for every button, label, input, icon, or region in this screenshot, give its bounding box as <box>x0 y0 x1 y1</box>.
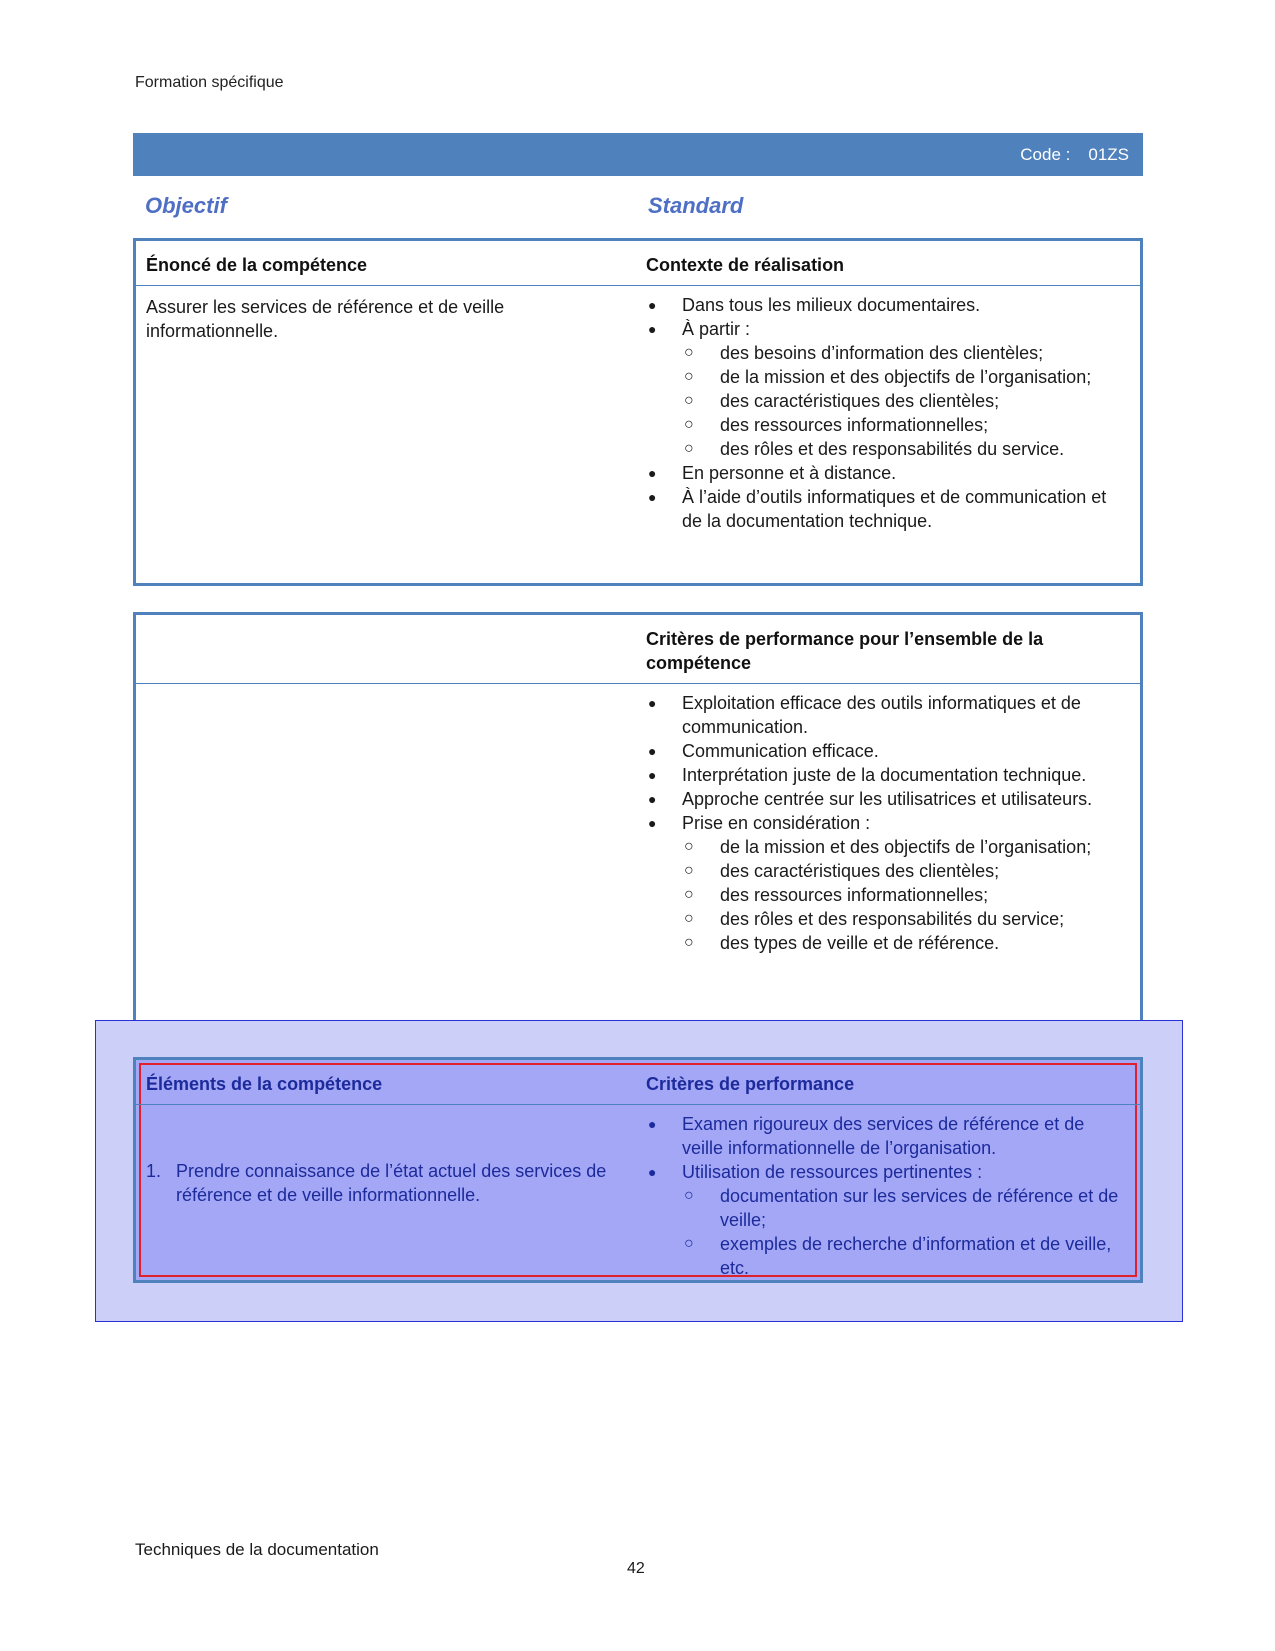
sub-list-item <box>682 389 1126 413</box>
list-item <box>646 763 1126 787</box>
competence-elements-table <box>133 1057 1143 1283</box>
list-item-text: Exploitation efficace des outils informatiques et de communication. <box>682 693 1081 737</box>
circle-bullet-icon: ○ <box>684 934 694 951</box>
sub-list-item-text: des ressources informationnelles; <box>720 415 989 435</box>
list-item <box>646 739 1126 763</box>
code-label: Code : <box>1020 144 1071 164</box>
context-header: Contexte de réalisation <box>646 255 845 275</box>
sub-list <box>682 1184 1126 1280</box>
objectif-label: Objectif <box>145 193 227 218</box>
sub-list-item-text: des besoins d’information des clientèles; <box>720 343 1044 363</box>
sub-list-item-text: des rôles et des responsabilités du service. <box>720 439 1065 459</box>
sub-list <box>682 341 1126 461</box>
footer-program: Techniques de la documentation <box>135 1540 379 1559</box>
list-item <box>646 811 1126 955</box>
sub-list-item <box>682 883 1126 907</box>
list-item <box>646 293 1126 317</box>
sub-list-item <box>682 907 1126 931</box>
list-item-text: Examen rigoureux des services de référence et de veille informationnelle de l’organisation. <box>682 1114 1085 1158</box>
context-list <box>646 293 1126 533</box>
list-item-text: À l’aide d’outils informatiques et de communication et de la documentation technique. <box>682 487 1107 531</box>
code-bar <box>133 133 1143 176</box>
sub-list-item-text: de la mission et des objectifs de l’organisation; <box>720 837 1092 857</box>
list-item-text: Utilisation de ressources pertinentes : <box>682 1162 983 1182</box>
list-item <box>646 485 1126 533</box>
statement-header: Énoncé de la compétence <box>146 255 368 275</box>
list-item <box>646 691 1126 739</box>
list-item-text: Interprétation juste de la documentation technique. <box>682 765 1087 785</box>
sub-list-item <box>682 835 1126 859</box>
list-item-text: Communication efficace. <box>682 741 879 761</box>
bullet-icon: ● <box>648 1116 657 1132</box>
table3-header-row <box>136 1060 1140 1105</box>
circle-bullet-icon: ○ <box>684 910 694 927</box>
sub-list-item <box>682 1232 1126 1280</box>
list-item <box>646 787 1126 811</box>
criteria-overall-header: Critères de performance pour l’ensemble de la compétence <box>646 629 1044 673</box>
sub-list-item-text: des ressources informationnelles; <box>720 885 989 905</box>
circle-bullet-icon: ○ <box>684 838 694 855</box>
element-criteria-list <box>646 1112 1126 1280</box>
sub-list-item <box>682 1184 1126 1232</box>
bullet-icon: ● <box>648 465 657 481</box>
sub-list-item <box>682 859 1126 883</box>
sub-list-item-text: des types de veille et de référence. <box>720 933 1000 953</box>
sub-list-item <box>682 437 1126 461</box>
bullet-icon: ● <box>648 767 657 783</box>
sub-list-item <box>682 413 1126 437</box>
running-header: Formation spécifique <box>135 74 284 91</box>
list-item-text: À partir : <box>682 319 751 339</box>
performance-header: Critères de performance <box>646 1074 855 1094</box>
sub-list-item-text: des rôles et des responsabilités du service; <box>720 909 1065 929</box>
list-item-text: Approche centrée sur les utilisatrices et utilisateurs. <box>682 789 1093 809</box>
overall-criteria-list <box>646 691 1126 955</box>
bullet-icon: ● <box>648 321 657 337</box>
circle-bullet-icon: ○ <box>684 368 694 385</box>
circle-bullet-icon: ○ <box>684 392 694 409</box>
bullet-icon: ● <box>648 743 657 759</box>
table2-header-row <box>136 615 1140 684</box>
elements-header: Éléments de la compétence <box>146 1074 383 1094</box>
sub-list-item-text: des caractéristiques des clientèles; <box>720 391 1000 411</box>
table1-header-row <box>136 241 1140 286</box>
circle-bullet-icon: ○ <box>684 1187 694 1204</box>
bullet-icon: ● <box>648 297 657 313</box>
circle-bullet-icon: ○ <box>684 1235 694 1252</box>
list-item <box>646 1112 1126 1160</box>
standard-label: Standard <box>648 193 744 218</box>
list-item <box>646 1160 1126 1280</box>
sub-list <box>682 835 1126 955</box>
performance-criteria-table <box>133 612 1143 1032</box>
competence-statement: Assurer les services de référence et de veille informationnelle. <box>146 297 505 341</box>
bullet-icon: ● <box>648 695 657 711</box>
circle-bullet-icon: ○ <box>684 440 694 457</box>
sub-list-item <box>682 365 1126 389</box>
circle-bullet-icon: ○ <box>684 416 694 433</box>
list-item-text: En personne et à distance. <box>682 463 897 483</box>
list-item <box>646 317 1126 461</box>
sub-list-item-text: de la mission et des objectifs de l’organisation; <box>720 367 1092 387</box>
sub-list-item-text: des caractéristiques des clientèles; <box>720 861 1000 881</box>
sub-list-item-text: exemples de recherche d’information et de veille, etc. <box>720 1234 1112 1278</box>
bullet-icon: ● <box>648 1164 657 1180</box>
sub-list-item <box>682 931 1126 955</box>
page-number: 42 <box>627 1560 645 1577</box>
sub-list-item-text: documentation sur les services de référence et de veille; <box>720 1186 1119 1230</box>
circle-bullet-icon: ○ <box>684 886 694 903</box>
competence-statement-table <box>133 238 1143 586</box>
element-number: 1. <box>146 1161 162 1181</box>
code-value: 01ZS <box>1088 144 1129 164</box>
sub-list-item <box>682 341 1126 365</box>
list-item-text: Dans tous les milieux documentaires. <box>682 295 981 315</box>
element-text: Prendre connaissance de l’état actuel des services de référence et de veille informationnelle. <box>176 1161 607 1205</box>
list-item <box>646 461 1126 485</box>
circle-bullet-icon: ○ <box>684 344 694 361</box>
bullet-icon: ● <box>648 791 657 807</box>
element-item <box>146 1159 646 1207</box>
bullet-icon: ● <box>648 489 657 505</box>
circle-bullet-icon: ○ <box>684 862 694 879</box>
bullet-icon: ● <box>648 815 657 831</box>
list-item-text: Prise en considération : <box>682 813 871 833</box>
